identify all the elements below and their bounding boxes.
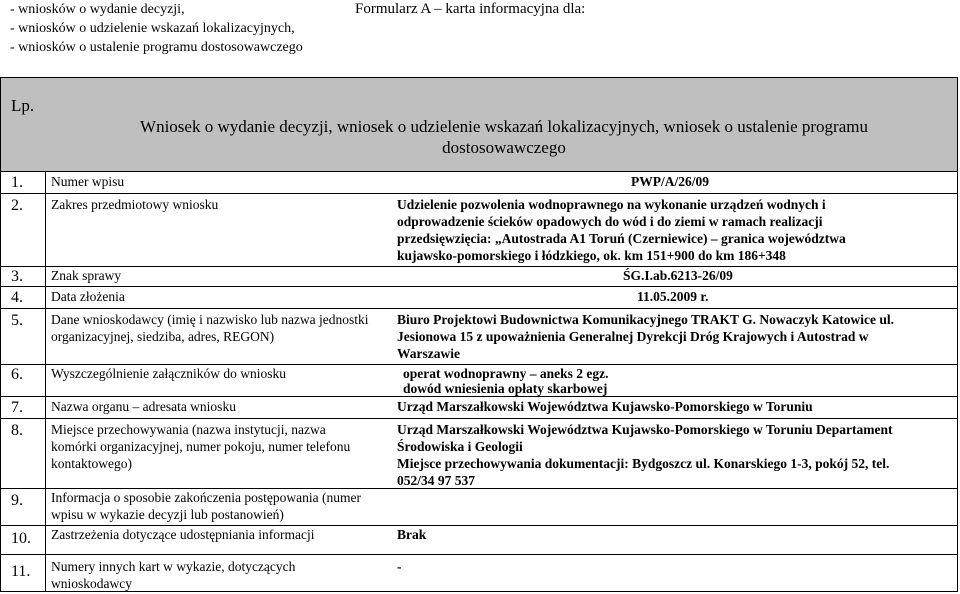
row-value: Urząd Marszałkowski Województwa Kujawsko-Pomorskiego w Toruniu xyxy=(397,399,813,414)
row-label: Informacja o sposobie zakończenia postępowania (numer wpisu w wykazie decyzji lub postanowień) xyxy=(51,490,362,522)
table-row xyxy=(1,396,957,419)
intro-item: - wniosków o udzielenie wskazań lokalizacyjnych, xyxy=(10,21,295,36)
intro-item: - wniosków o wydanie decyzji, xyxy=(10,2,185,17)
table-row xyxy=(1,193,957,267)
row-value: ŚG.I.ab.6213-26/09 xyxy=(623,268,733,283)
row-value-line: Miejsce przechowywania dokumentacji: Bydgoszcz ul. Konarskiego 1-3, pokój 52, tel. 052/34 97 537 xyxy=(397,456,890,488)
row-label: Data złożenia xyxy=(51,289,125,304)
row-value-line: Urząd Marszałkowski Województwa Kujawsko-Pomorskiego w Toruniu Departament Środowiska i Geologii xyxy=(397,422,893,454)
row-number: 10. xyxy=(11,530,31,547)
header-title: Wniosek o wydanie decyzji, wniosek o udzielenie wskazań lokalizacyjnych, wniosek o ustalenie programu dostosowawczego xyxy=(140,117,868,157)
table-row xyxy=(1,488,957,526)
table-row xyxy=(1,286,957,309)
row-label: Dane wnioskodawcy (imię i nazwisko lub nazwa jednostki organizacyjnej, siedziba, adres, REGON) xyxy=(51,312,369,344)
row-label: Numer wpisu xyxy=(51,174,125,189)
row-value: - xyxy=(397,559,402,574)
row-label: Nazwa organu – adresata wniosku xyxy=(51,399,236,414)
row-label: Wyszczególnienie załączników do wniosku xyxy=(51,366,286,381)
row-number: 1. xyxy=(11,174,23,191)
row-label: Numery innych kart w wykazie, dotyczących wnioskodawcy xyxy=(51,559,296,591)
row-number: 4. xyxy=(11,289,23,306)
row-number: 9. xyxy=(11,492,23,509)
table-row xyxy=(1,308,957,365)
row-number: 6. xyxy=(11,366,23,383)
row-value: Brak xyxy=(397,527,427,542)
table-row xyxy=(1,266,957,287)
form-title: Formularz A – karta informacyjna dla: xyxy=(355,1,586,17)
table-row xyxy=(1,364,957,397)
row-number: 11. xyxy=(11,563,31,580)
row-label: Znak sprawy xyxy=(51,268,122,283)
row-number: 7. xyxy=(11,399,23,416)
info-card-table xyxy=(0,77,958,592)
row-value-line: dowód wniesienia opłaty skarbowej xyxy=(403,381,608,396)
row-value: 11.05.2009 r. xyxy=(637,289,709,304)
table-row xyxy=(1,418,957,489)
row-label: Zakres przedmiotowy wniosku xyxy=(51,197,219,212)
row-number: 5. xyxy=(11,312,23,329)
intro-list xyxy=(10,0,303,57)
row-number: 3. xyxy=(11,268,23,285)
row-value: Udzielenie pozwolenia wodnoprawnego na wykonanie urządzeń wodnych i odprowadzenie ścieków opadowych do wód i do ziemi w ramach realizacji przedsięwzięcia: „Autostrada A1 Toruń (Czerniewice) – granica województwa kujawsko-pomorskiego i łódzkiego, ok. km 151+900 do km 186+348 xyxy=(397,197,846,263)
header-lp: Lp. xyxy=(11,96,35,115)
table-header xyxy=(1,78,957,172)
table-row xyxy=(1,525,957,555)
row-number: 8. xyxy=(11,422,23,439)
row-value: PWP/A/26/09 xyxy=(631,174,709,189)
intro-item: - wniosków o ustalenie programu dostosowawczego xyxy=(10,40,303,55)
table-row xyxy=(1,554,957,591)
row-number: 2. xyxy=(11,197,23,214)
row-label: Zastrzeżenia dotyczące udostępniania informacji xyxy=(51,527,315,542)
row-value-line: operat wodnoprawny – aneks 2 egz. xyxy=(403,366,609,381)
table-row xyxy=(1,171,957,194)
row-label: Miejsce przechowywania (nazwa instytucji, nazwa komórki organizacyjnej, numer pokoju, numer telefonu kontaktowego) xyxy=(51,422,351,471)
row-value: Biuro Projektowi Budownictwa Komunikacyjnego TRAKT G. Nowaczyk Katowice ul. Jesionowa 15 z upoważnienia Generalnej Dyrekcji Dróg Krajowych i Autostrad w Warszawie xyxy=(397,312,895,361)
